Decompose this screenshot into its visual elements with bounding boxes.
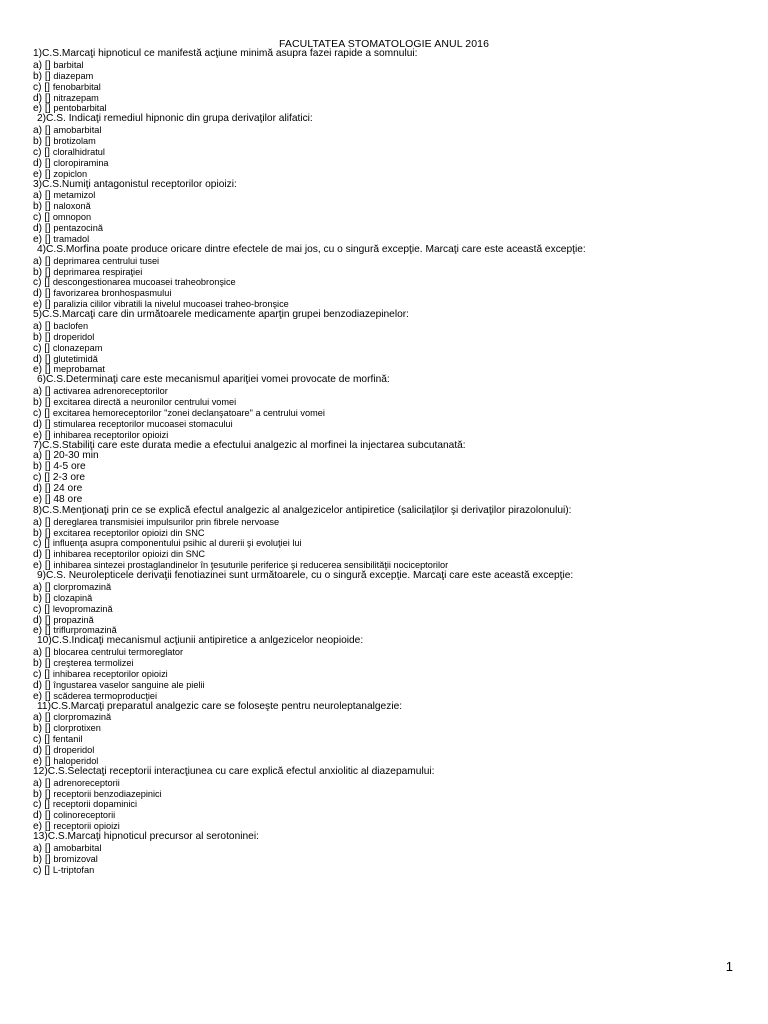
option-checkbox-label: d) [] [33, 549, 54, 561]
option-checkbox-label: c) [] [33, 603, 53, 615]
option-checkbox-label: c) [] [33, 538, 53, 550]
option-checkbox-label: c) [] [33, 472, 53, 484]
option-text: 2-3 ore [52, 472, 86, 484]
option-checkbox-label: d) [] [33, 157, 54, 169]
option-text: colinoreceptorii [53, 810, 116, 821]
option-text: cloropiramina [53, 157, 109, 168]
answer-option [33, 484, 753, 495]
answer-option [33, 549, 753, 560]
answer-option [33, 517, 753, 528]
answer-option [33, 712, 753, 723]
question-text: 11)C.S.Marcaţi preparatul analgezic care se foloseşte pentru neuroleptanalgezie: [37, 700, 403, 712]
answer-option [33, 462, 753, 473]
option-text: meprobamat [53, 364, 105, 375]
option-checkbox-label: d) [] [33, 223, 54, 234]
option-checkbox-label: c) [] [33, 146, 53, 158]
option-checkbox-label: e) [] [33, 233, 54, 245]
answer-option [33, 734, 753, 745]
answer-option [33, 799, 753, 810]
option-checkbox-label: a) [] [33, 125, 54, 137]
option-text: fenobarbital [52, 81, 101, 92]
option-text: adrenoreceptorii [53, 777, 120, 788]
question-list [33, 49, 753, 876]
option-text: diazepam [53, 70, 94, 81]
option-text: haloperidol [53, 755, 99, 766]
option-text: droperidol [53, 745, 95, 755]
answer-option [33, 865, 753, 876]
answer-option [33, 473, 753, 484]
answer-option [33, 810, 753, 821]
option-text: nitrazepam [53, 92, 99, 103]
option-checkbox-label: a) [] [33, 647, 54, 659]
question-text: 1)C.S.Marcaţi hipnoticul ce manifestă acţiune minimă asupra fazei rapide a somnului: [33, 48, 418, 59]
answer-option [33, 277, 753, 288]
option-checkbox-label: d) [] [33, 483, 54, 494]
option-text: fentanil [52, 734, 83, 745]
option-text: pentazocină [53, 223, 103, 233]
option-checkbox-label: b) [] [33, 331, 54, 343]
answer-option [33, 223, 753, 234]
answer-option [33, 723, 753, 734]
document-title: FACULTATEA STOMATOLOGIE ANUL 2016 [278, 38, 490, 50]
option-text: triflurpromazină [53, 625, 117, 636]
option-text: excitarea directă a neuronilor centrului vomei [53, 397, 237, 407]
answer-option [33, 419, 753, 430]
option-text: clorpromazină [53, 581, 112, 592]
option-checkbox-label: e) [] [33, 625, 54, 637]
option-checkbox-label: c) [] [33, 81, 53, 93]
option-text: cloralhidratul [52, 146, 105, 157]
option-text: tramadol [53, 233, 90, 244]
question-text: 4)C.S.Morfina poate produce oricare dintre efectele de mai jos, cu o singură excepţie. Marcaţi care este această excepţie: [37, 243, 586, 255]
option-checkbox-label: d) [] [33, 679, 54, 691]
option-text: metamizol [53, 190, 96, 201]
answer-option [33, 190, 753, 201]
answer-option [33, 288, 753, 299]
option-text: dereglarea transmisiei impulsurilor prin fibrele nervoase [53, 516, 280, 527]
answer-option [33, 778, 753, 789]
option-checkbox-label: d) [] [33, 745, 54, 756]
option-checkbox-label: d) [] [33, 92, 54, 104]
answer-option [33, 430, 753, 441]
option-checkbox-label: a) [] [33, 777, 54, 789]
answer-option [33, 267, 753, 278]
option-checkbox-label: a) [] [33, 516, 54, 528]
question-text: 13)C.S.Marcaţi hipnoticul precursor al serotoninei: [33, 831, 259, 842]
option-text: influenţa asupra componentului psihic al durerii şi evoluţiei lui [52, 538, 302, 549]
option-checkbox-label: c) [] [33, 734, 53, 746]
option-text: activarea adrenoreceptorilor [53, 386, 168, 397]
option-checkbox-label: d) [] [33, 614, 54, 626]
answer-option [33, 321, 753, 332]
answer-option [33, 169, 753, 180]
option-text: 48 ore [53, 493, 83, 505]
option-text: baclofen [53, 320, 89, 331]
option-text: 24 ore [53, 483, 83, 494]
option-checkbox-label: b) [] [33, 788, 54, 800]
option-text: deprimarea centrului tusei [53, 255, 160, 266]
option-checkbox-label: c) [] [33, 342, 53, 354]
option-text: clorpromazină [53, 712, 112, 723]
option-text: creşterea termolizei [53, 658, 134, 668]
option-checkbox-label: e) [] [33, 103, 54, 115]
question-text: 10)C.S.Indicaţi mecanismul acţiunii antipiretice a anlgezicelor neopioide: [37, 635, 364, 647]
page-number: 1 [725, 959, 733, 974]
option-text: propazină [53, 614, 94, 625]
option-text: blocarea centrului termoreglator [53, 647, 184, 658]
option-text: 20-30 min [53, 450, 99, 462]
question-text: 8)C.S.Menţionaţi prin ce se explică efectul analgezic al analgezicelor antipiretice (salicilaţilor şi derivaţilor pirazolonului): [33, 504, 572, 516]
option-text: amobarbital [53, 125, 102, 136]
answer-option [33, 745, 753, 756]
option-checkbox-label: a) [] [33, 712, 54, 724]
option-text: pentobarbital [53, 103, 107, 114]
option-text: receptorii dopaminici [52, 799, 138, 810]
option-checkbox-label: e) [] [33, 821, 54, 833]
answer-option [33, 343, 753, 354]
option-checkbox-label: e) [] [33, 493, 54, 505]
answer-option [33, 397, 753, 408]
option-text: paralizia cililor vibratili la nivelul mucoasei traheo-bronşice [53, 299, 289, 310]
answer-option [33, 647, 753, 658]
question-text: 5)C.S.Marcaţi care din următoarele medicamente aparţin grupei benzodiazepinelor: [33, 309, 410, 320]
answer-option [33, 354, 753, 365]
answer-option [33, 691, 753, 702]
option-checkbox-label: b) [] [33, 592, 54, 604]
option-text: scăderea termoproducţiei [53, 690, 158, 701]
question-text: 6)C.S.Determinaţi care este mecanismul apariţiei vomei provocate de morfină: [37, 374, 390, 386]
option-checkbox-label: a) [] [33, 59, 54, 71]
question-text: 9)C.S. Neurolepticele derivaţii fenotiazinei sunt următoarele, cu o singură excepţie. Marcaţi care este această excepţie: [37, 570, 574, 581]
option-checkbox-label: b) [] [33, 70, 54, 82]
option-text: amobarbital [53, 842, 102, 853]
question-text: 12)C.S.Selectaţi receptorii interacţiunea cu care explică efectul anxiolitic al diazepamului: [33, 765, 435, 777]
option-text: inhibarea receptorilor opioizi [53, 429, 169, 440]
option-checkbox-label: c) [] [33, 277, 53, 289]
answer-option [33, 60, 753, 71]
option-text: levopromazină [52, 603, 113, 614]
option-checkbox-label: d) [] [33, 418, 54, 430]
answer-option [33, 125, 753, 136]
answer-option [33, 593, 753, 604]
option-checkbox-label: c) [] [33, 407, 53, 419]
option-text: clorprotixen [53, 723, 101, 734]
answer-option [33, 147, 753, 158]
option-checkbox-label: d) [] [33, 810, 54, 822]
option-checkbox-label: b) [] [33, 136, 54, 147]
option-checkbox-label: d) [] [33, 288, 54, 300]
option-text: clonazepam [52, 342, 103, 353]
answer-option [33, 136, 753, 147]
option-text: L-triptofan [52, 864, 95, 875]
option-text: droperidol [53, 331, 95, 342]
answer-option [33, 212, 753, 223]
answer-option [33, 93, 753, 104]
answer-option [33, 82, 753, 93]
answer-option [33, 158, 753, 169]
option-checkbox-label: a) [] [33, 386, 54, 398]
answer-option [33, 658, 753, 669]
option-checkbox-label: a) [] [33, 255, 54, 267]
question-text: 7)C.S.Stabiliţi care este durata medie a efectului analgezic al morfinei la injectarea subcutanată: [33, 439, 466, 451]
option-text: îngustarea vaselor sanguine ale pielii [53, 679, 205, 690]
option-text: zopiclon [53, 168, 88, 179]
option-text: receptorii benzodiazepinici [53, 788, 162, 799]
answer-option [33, 538, 753, 549]
option-checkbox-label: c) [] [33, 864, 53, 876]
answer-option [33, 669, 753, 680]
option-checkbox-label: a) [] [33, 190, 54, 202]
option-checkbox-label: b) [] [33, 658, 54, 669]
option-text: excitarea receptorilor opioizi din SNC [53, 527, 205, 538]
question-text: 2)C.S. Indicaţi remediul hipnonic din grupa derivaţilor alifatici: [37, 113, 313, 125]
answer-option [33, 408, 753, 419]
answer-option [33, 680, 753, 691]
option-text: brotizolam [53, 136, 96, 146]
option-text: deprimarea respiraţiei [53, 266, 143, 277]
answer-option [33, 332, 753, 343]
answer-option [33, 256, 753, 267]
option-text: barbital [53, 59, 84, 70]
option-checkbox-label: e) [] [33, 168, 54, 180]
option-checkbox-label: e) [] [33, 364, 54, 376]
option-text: naloxonă [53, 201, 91, 212]
answer-option [33, 604, 753, 615]
option-checkbox-label: e) [] [33, 560, 54, 572]
option-checkbox-label: e) [] [33, 755, 54, 767]
answer-option [33, 615, 753, 626]
answer-option [33, 386, 753, 397]
option-text: inhibarea receptorilor opioizi din SNC [53, 549, 206, 560]
answer-option [33, 843, 753, 854]
option-text: bromizoval [53, 853, 98, 864]
option-checkbox-label: c) [] [33, 668, 53, 680]
option-checkbox-label: a) [] [33, 842, 54, 854]
answer-option [33, 201, 753, 212]
option-checkbox-label: e) [] [33, 429, 54, 441]
option-checkbox-label: b) [] [33, 527, 54, 539]
answer-option [33, 789, 753, 800]
option-checkbox-label: a) [] [33, 320, 54, 332]
option-checkbox-label: d) [] [33, 353, 54, 365]
option-checkbox-label: b) [] [33, 853, 54, 865]
option-checkbox-label: c) [] [33, 212, 53, 224]
answer-option [33, 451, 753, 462]
option-text: clozapină [53, 592, 93, 603]
option-text: stimularea receptorilor mucoasei stomacului [53, 418, 233, 429]
option-checkbox-label: a) [] [33, 450, 54, 462]
answer-option [33, 71, 753, 82]
question-text: 3)C.S.Numiţi antagonistul receptorilor opioizi: [33, 178, 237, 190]
answer-option [33, 582, 753, 593]
option-text: receptorii opioizi [53, 821, 120, 832]
option-checkbox-label: b) [] [33, 201, 54, 213]
answer-option [33, 854, 753, 865]
option-checkbox-label: b) [] [33, 266, 54, 278]
option-text: inhibarea receptorilor opioizi [52, 668, 168, 679]
option-text: inhibarea sintezei prostaglandinelor în ţesuturile periferice şi reducerea sensibilităţii nociceptorilor [53, 560, 449, 571]
option-text: excitarea hemoreceptorilor "zonei declanşatoare" a centrului vomei [52, 407, 325, 418]
option-checkbox-label: e) [] [33, 690, 54, 702]
option-checkbox-label: c) [] [33, 799, 53, 811]
answer-option [33, 528, 753, 539]
option-checkbox-label: a) [] [33, 581, 54, 593]
option-checkbox-label: b) [] [33, 723, 54, 735]
option-checkbox-label: e) [] [33, 299, 54, 311]
option-text: descongestionarea mucoasei traheobronşice [52, 277, 236, 288]
option-text: favorizarea bronhospasmului [53, 288, 172, 299]
option-text: omnopon [52, 212, 92, 223]
option-text: 4-5 ore [53, 461, 86, 473]
option-text: glutetimidă [53, 353, 98, 364]
option-checkbox-label: b) [] [33, 461, 54, 473]
option-checkbox-label: b) [] [33, 397, 54, 408]
